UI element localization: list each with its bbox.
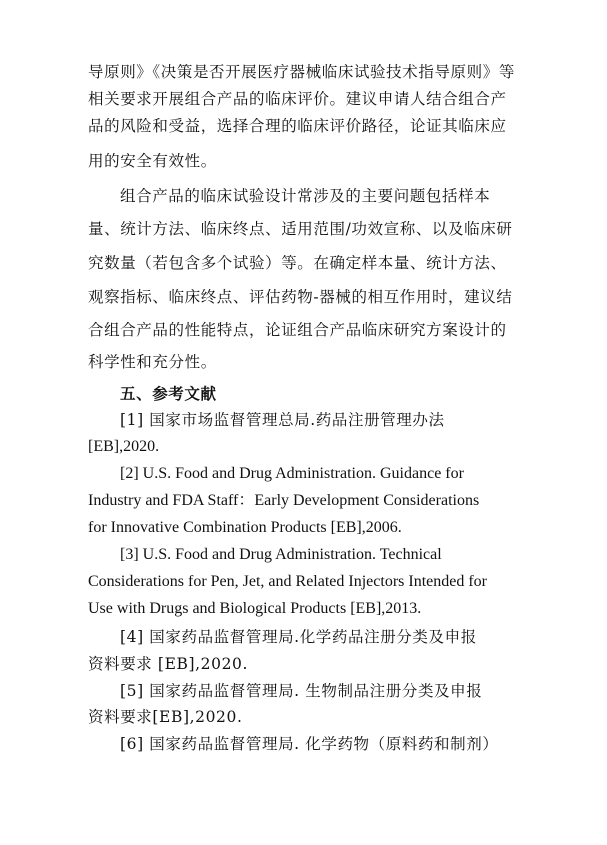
paragraph-line: 相关要求开展组合产品的临床评价。建议申请人结合组合产 [88, 90, 507, 108]
reference-line: 资料要求[EB],2020. [88, 708, 243, 726]
reference-line: [3] U.S. Food and Drug Administration. Technical [120, 546, 442, 563]
paragraph-line: 科学性和充分性。 [88, 353, 217, 371]
paragraph-line: 合组合产品的性能特点，论证组合产品临床研究方案设计的 [88, 321, 507, 339]
paragraph-line: 用的安全有效性。 [88, 152, 217, 170]
paragraph-line: 究数量（若包含多个试验）等。在确定样本量、统计方法、 [88, 254, 507, 272]
reference-line: [EB],2020. [88, 438, 160, 455]
paragraph-line: 品的风险和受益，选择合理的临床评价路径，论证其临床应 [88, 117, 507, 135]
paragraph-line: 观察指标、临床终点、评估药物-器械的相互作用时，建议结 [88, 288, 513, 306]
reference-line: [5] 国家药品监督管理局. 生物制品注册分类及申报 [120, 682, 483, 700]
reference-line: Industry and FDA Staff：Early Development Considerations [88, 492, 480, 509]
reference-line: [2] U.S. Food and Drug Administration. Guidance for [120, 465, 464, 482]
reference-line: Considerations for Pen, Jet, and Related Injectors Intended for [88, 573, 487, 590]
reference-line: Use with Drugs and Biological Products [EB],2013. [88, 600, 422, 617]
reference-line: [4] 国家药品监督管理局.化学药品注册分类及申报 [120, 628, 477, 646]
paragraph-line: 组合产品的临床试验设计常涉及的主要问题包括样本 [120, 187, 491, 205]
section-heading: 五、参考文献 [120, 384, 217, 403]
reference-line: 资料要求 [EB],2020. [88, 655, 249, 673]
paragraph-line: 导原则》《决策是否开展医疗器械临床试验技术指导原则》等 [88, 63, 515, 81]
reference-line: [6] 国家药品监督管理局. 化学药物（原料药和制剂） [120, 735, 499, 753]
paragraph-line: 量、统计方法、临床终点、适用范围/功效宣称、以及临床研 [88, 220, 513, 238]
reference-line: [1] 国家市场监督管理总局.药品注册管理办法 [120, 411, 445, 429]
reference-line: for Innovative Combination Products [EB],2006. [88, 519, 402, 536]
